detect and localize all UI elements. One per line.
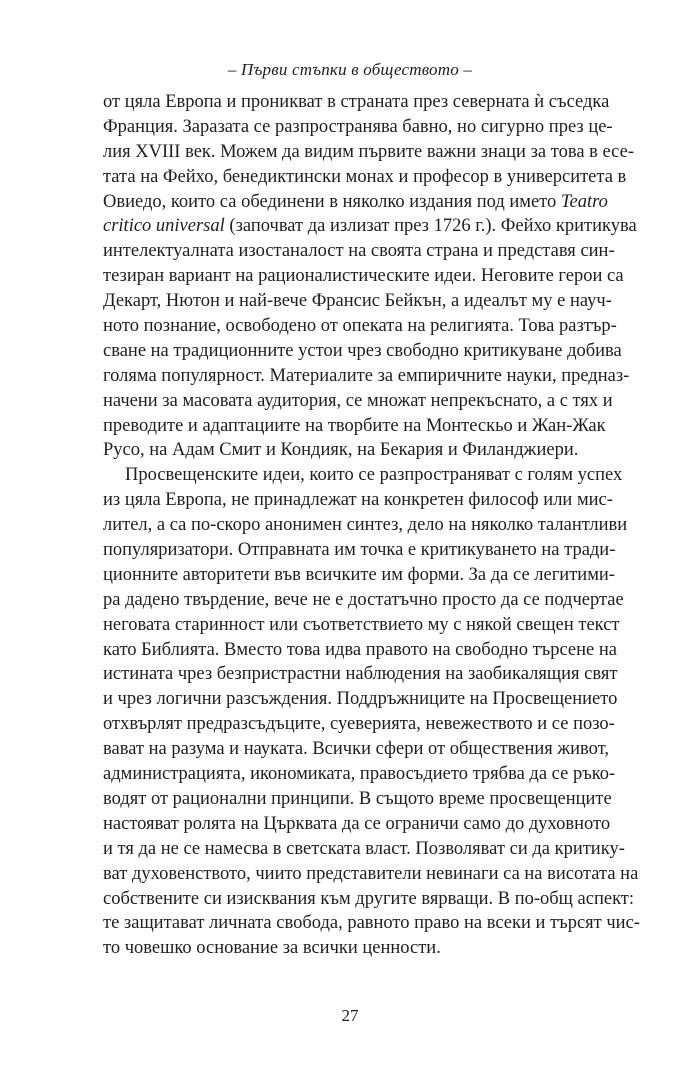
text-line: вават на разума и науката. Всички сфери от обществения живот, (103, 739, 609, 760)
text-line: Декарт, Нютон и най-вече Франсис Бейкън, а идеалът му е науч- (103, 291, 612, 312)
book-title-italic: critico universal (103, 216, 225, 237)
text-line: и чрез логични разсъждения. Поддръжниците на Просвещението (103, 689, 618, 710)
text-line: от цяла Европа и проникват в страната през северната ѝ съседка (103, 92, 610, 112)
running-header: – Първи стъпки в обществото – (227, 60, 473, 79)
text-line: Франция. Заразата се разпространява бавно, но сигурно през це- (103, 116, 613, 137)
text-line (103, 190, 608, 215)
body-text (103, 90, 640, 961)
text-line: интелектуалната изостаналост на своята страна и представя син- (103, 241, 615, 262)
text-line: сване на традиционните устои чрез свободно критикуване добива (103, 340, 622, 361)
text-line: ционните авторитети във всичките им форми. За да се легитими- (103, 564, 615, 585)
text-line: водят от рационални принципи. В същото време просвещенците (103, 788, 612, 809)
text-line: администрацията, икономиката, правосъдието трябва да се ръко- (103, 764, 616, 785)
paragraph-1 (103, 90, 637, 463)
book-title-italic: Teatro (560, 191, 608, 212)
text-line-rest: (започват да излизат през 1726 г.). Фейхо критикува (224, 216, 637, 237)
text-line: отхвърлят предразсъдъците, суеверията, невежеството и се позо- (103, 714, 615, 735)
paragraph-2 (103, 463, 640, 961)
text-line: Просвещенските идеи, които се разпространяват с голям успех (125, 465, 623, 486)
text-line: тезиран вариант на рационалистическите идеи. Неговите герои са (103, 266, 624, 287)
text-line: лител, а са по-скоро анонимен синтез, дело на няколко талантливи (103, 515, 628, 536)
text-line (103, 214, 637, 239)
text-line: като Библията. Вместо това идва правото на свободно търсене на (103, 639, 617, 660)
text-line: ра дадено твърдение, вече не е достатъчно просто да се подчертае (103, 589, 624, 610)
text-line: преводите и адаптациите на творбите на Монтескьо и Жан-Жак (103, 415, 606, 436)
text-line: из цяла Европа, не принадлежат на конкретен философ или мис- (103, 490, 613, 511)
page-number: 27 (341, 1006, 359, 1025)
text-line: популяризатори. Отправната им точка е критикуването на тради- (103, 540, 616, 561)
text-line: голяма популярност. Материалите за емпиричните науки, предназ- (103, 365, 630, 386)
text-line: лия XVIII век. Можем да видим първите важни знаци за това в есе- (103, 141, 634, 162)
text-line: ното познание, освободено от опеката на религията. Това разтър- (103, 316, 617, 337)
text-line: начени за масовата аудитория, се множат непрекъснато, а с тях и (103, 390, 613, 411)
text-line-start: Овиедо, които са обединени в няколко издания под името (103, 191, 561, 212)
text-line: те защитават личната свобода, равното право на всеки и търсят чис- (103, 913, 640, 934)
text-line: то човешко основание за всички ценности. (103, 938, 441, 959)
text-line: неговата старинност или съответствието му с някой свещен текст (103, 614, 620, 635)
text-line: настояват ролята на Църквата да се ограничи само до духовното (103, 813, 611, 834)
text-line: и тя да не се намесва в светската власт. Позволяват си да критику- (103, 838, 625, 859)
text-line: Русо, на Адам Смит и Кондияк, на Бекария и Филанджиери. (103, 440, 579, 461)
text-line: ват духовенството, чиито представители невинаги са на висотата на (103, 863, 639, 884)
text-line: истината чрез безпристрастни наблюдения на заобикалящия свят (103, 664, 618, 685)
text-line: тата на Фейхо, бенедиктински монах и професор в университета в (103, 166, 627, 187)
text-line: собствените си изисквания към другите вярващи. В по-общ аспект: (103, 888, 635, 909)
